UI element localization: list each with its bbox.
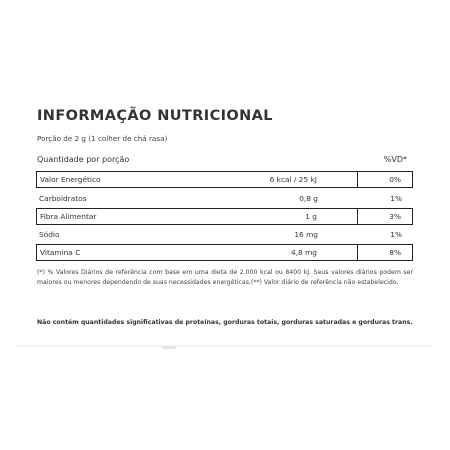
row-name: Fibra Alimentar (40, 212, 97, 221)
row-quantity: 1 g (305, 212, 317, 221)
row-vd: 3% (389, 212, 401, 221)
allergen-note: Não contém quantidades significativas de proteínas, gorduras totais, gorduras saturadas e gorduras trans. (37, 319, 413, 326)
row-vd: 1% (390, 194, 402, 203)
column-divider (357, 172, 358, 187)
table-row-vitamin-c (36, 244, 413, 261)
row-name: Sódio (39, 230, 60, 239)
row-name: Vitamina C (40, 248, 81, 257)
page-title: INFORMAÇÃO NUTRICIONAL (37, 108, 273, 124)
row-name: Valor Energético (40, 175, 101, 184)
table-row-fiber (36, 208, 413, 225)
column-divider (357, 209, 358, 224)
footnote: (*) % Valores Diários de referência com base em uma dieta de 2.000 kcal ou 8400 kJ. Seus valores diários podem ser maiores ou menores dependendo de suas necessidades energéticas.(**) Valor diário de referência não estabelecido. (37, 269, 413, 287)
table-row-sodium (36, 226, 413, 243)
row-quantity: 16 mg (294, 230, 318, 239)
table-header (37, 155, 413, 167)
column-divider (357, 245, 358, 260)
row-quantity: 4,8 mg (291, 248, 317, 257)
scroll-marker (162, 346, 176, 349)
section-divider (15, 345, 433, 348)
row-vd: 1% (390, 230, 402, 239)
header-vd-label: %VD* (383, 155, 407, 164)
serving-size: Porção de 2 g (1 colher de chá rasa) (37, 134, 168, 143)
row-quantity: 0,8 g (299, 194, 318, 203)
row-name: Carboidratos (39, 194, 87, 203)
row-vd: 8% (389, 248, 401, 257)
header-quantity-label: Quantidade por porção (37, 155, 130, 164)
row-quantity: 6 kcal / 25 kJ (269, 175, 317, 184)
row-vd: 0% (389, 175, 401, 184)
table-row-energy (36, 171, 413, 188)
table-row-carbs (36, 190, 413, 207)
